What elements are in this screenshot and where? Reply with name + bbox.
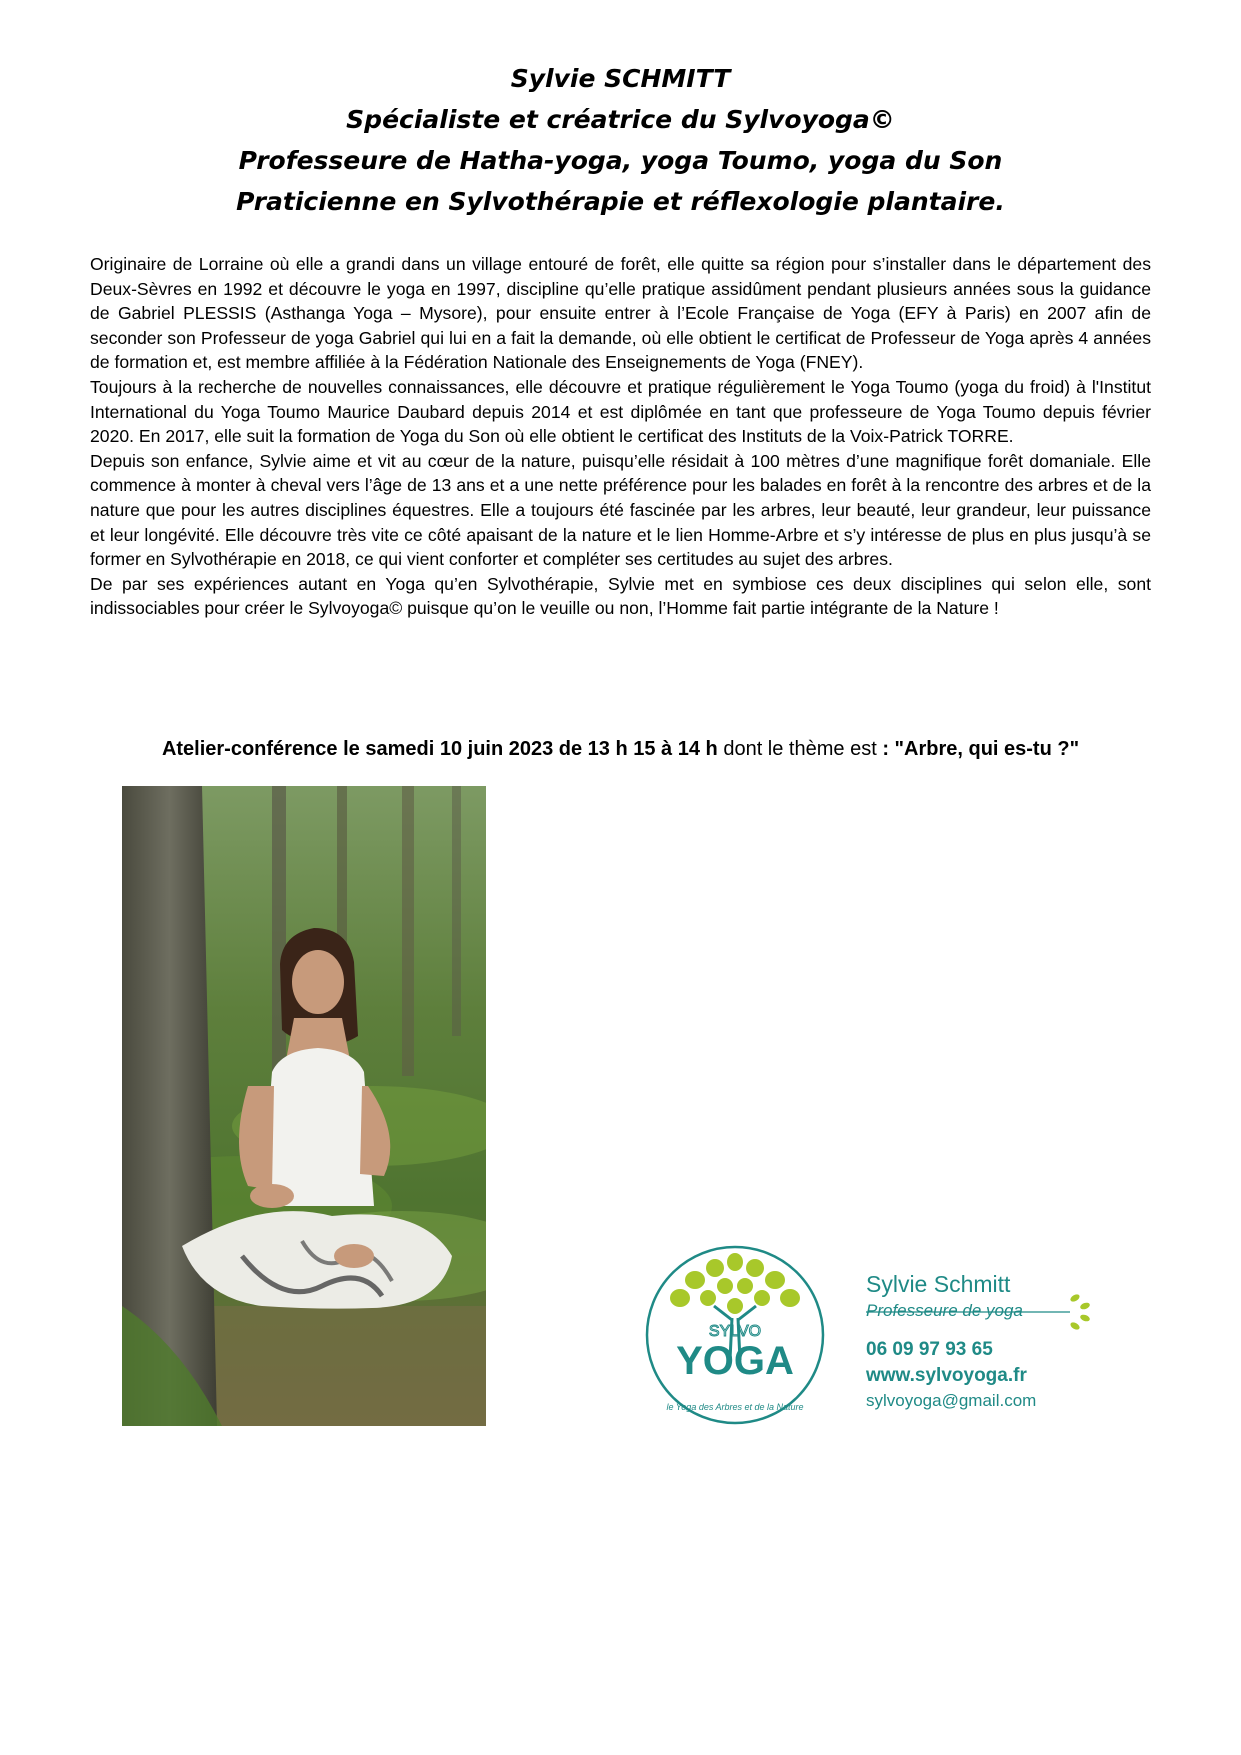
card-website[interactable]: www.sylvoyoga.fr	[866, 1365, 1027, 1386]
card-name: Sylvie Schmitt	[866, 1271, 1011, 1297]
card-email[interactable]: sylvoyoga@gmail.com	[866, 1391, 1037, 1410]
event-date: Atelier-conférence le samedi 10 juin 2023 de 13 h 15 à 14 h	[161, 738, 718, 760]
event-theme: : "Arbre, qui es-tu ?"	[882, 738, 1080, 760]
author-practice: Praticienne en Sylvothérapie et réflexologie plantaire.	[236, 187, 1005, 216]
card-phone: 06 09 97 93 65	[866, 1339, 993, 1360]
logo-yoga-text: YOGA	[676, 1339, 794, 1383]
event-connector: dont le thème est	[717, 738, 883, 760]
biography	[90, 252, 1151, 621]
page-header	[0, 58, 1241, 222]
logo-sylvo-text: SYLVO	[708, 1323, 762, 1340]
bio-paragraph: De par ses expériences autant en Yoga qu’en Sylvothérapie, Sylvie met en symbiose ces deux disciplines qui selon elle, sont indissociables pour créer le Sylvoyoga© puisque qu’on le veuille ou non, l’Homme fait partie intégrante de la Nature !	[90, 573, 1151, 619]
card-role: Professeure de yoga	[866, 1301, 1023, 1320]
bio-paragraph: Originaire de Lorraine où elle a grandi dans un village entouré de forêt, elle quitte sa région pour s’installer dans le département des Deux-Sèvres en 1992 et découvre le yoga en 1997, discipline qu’elle pratique assidûment pendant plusieurs années sous la guidance de Gabriel PLESSIS (Asthanga Yoga – Mysore), pour ensuite entrer à l’Ecole Française de Yoga (EFY à Paris) en 2007 afin de seconder son Professeur de yoga Gabriel qui lui en a fait la demande, où elle obtient le certificat de Professeur de Yoga après 4 années de formation et, est membre affiliée à la Fédération Nationale des Enseignements de Yoga (FNEY).	[90, 254, 1151, 373]
author-name: Sylvie SCHMITT	[510, 64, 731, 93]
bio-paragraph: Toujours à la recherche de nouvelles connaissances, elle découvre et pratique régulièrement le Yoga Toumo (yoga du froid) à l'Institut International du Yoga Toumo Maurice Daubard depuis 2014 et est diplômée en tant que professeure de Yoga Toumo depuis février 2020. En 2017, elle suit la formation de Yoga du Son où elle obtient le certificat des Instituts de la Voix-Patrick TORRE.	[90, 376, 1151, 447]
portrait-photo	[122, 786, 486, 1426]
business-card	[640, 1240, 1110, 1430]
bio-paragraph: Depuis son enfance, Sylvie aime et vit au cœur de la nature, puisqu’elle résidait à 100 mètres d’une magnifique forêt domaniale. Elle commence à monter à cheval vers l’âge de 13 ans et a une nette préférence pour les balades en forêt à la rencontre des arbres et de la nature que pour les autres disciplines équestres. Elle a toujours été fascinée par les arbres, leur beauté, leur grandeur, leur puissance et leur longévité. Elle découvre très vite ce côté apaisant de la nature et le lien Homme-Arbre et s’y intéresse de plus en plus jusqu’à se former en Sylvothérapie en 2018, ce qui vient conforter et compléter ses certitudes au sujet des arbres.	[90, 450, 1151, 570]
event-announcement	[0, 735, 1241, 763]
logo-tagline: le Yoga des Arbres et de la Nature	[666, 1402, 804, 1412]
author-teaching: Professeure de Hatha-yoga, yoga Toumo, yoga du Son	[238, 146, 1003, 175]
author-specialty: Spécialiste et créatrice du Sylvoyoga©	[346, 105, 895, 134]
